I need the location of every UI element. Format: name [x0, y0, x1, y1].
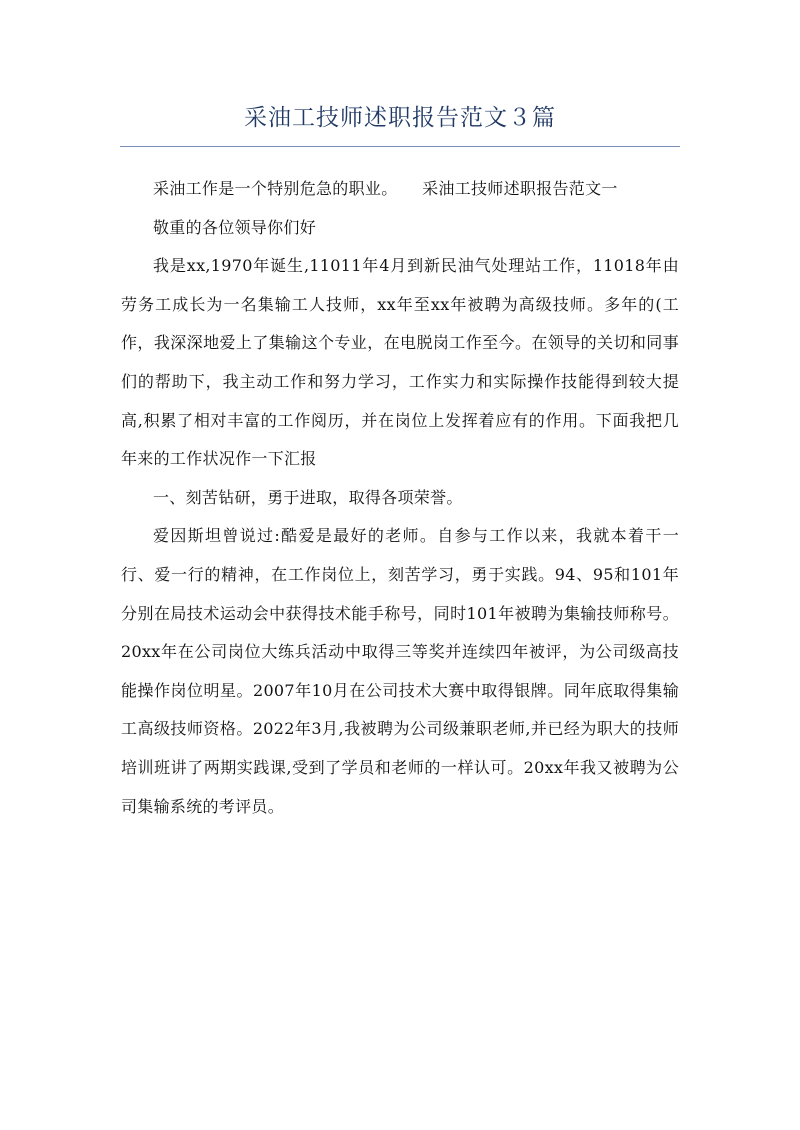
paragraph-greeting: 敬重的各位领导你们好	[153, 217, 317, 237]
document-body	[121, 170, 679, 826]
paragraph-self-introduction: 我是xx,1970年诞生,11011年4月到新民油气处理站工作，11018年由劳务工成长为一名集输工人技师，xx年至xx年被聘为高级技师。多年的(工作，我深深地爱上了集输这个专业，在电脱岗工作至今。在领导的关切和同事们的帮助下，我主动工作和努力学习，工作实力和实际操作技能得到较大提高,积累了相对丰富的工作阅历，并在岗位上发挥着应有的作用。下面我把几年来的工作状况作一下汇报	[121, 256, 679, 469]
paragraph-intro: 采油工作是一个特别危急的职业。 采油工技师述职报告范文一	[153, 179, 618, 198]
title-underline	[120, 146, 680, 147]
paragraph-honors: 爱因斯坦曾说过:酷爱是最好的老师。自参与工作以来，我就本着干一行、爱一行的精神，在工作岗位上，刻苦学习，勇于实践。94、95和101年分别在局技术运动会中获得技术能手称号，同时101年被聘为集输技师称号。20xx年在公司岗位大练兵活动中取得三等奖并连续四年被评，为公司级高技能操作岗位明星。2007年10月在公司技术大赛中取得银牌。同年底取得集输工高级技师资格。2022年3月,我被聘为公司级兼职老师,并已经为职大的技师培训班讲了两期实践课,受到了学员和老师的一样认可。20xx年我又被聘为公司集输系统的考评员。	[121, 526, 679, 816]
section-heading-1: 一、刻苦钻研，勇于进取，取得各项荣誉。	[153, 487, 463, 507]
document-title: 采油工技师述职报告范文３篇	[244, 105, 556, 131]
